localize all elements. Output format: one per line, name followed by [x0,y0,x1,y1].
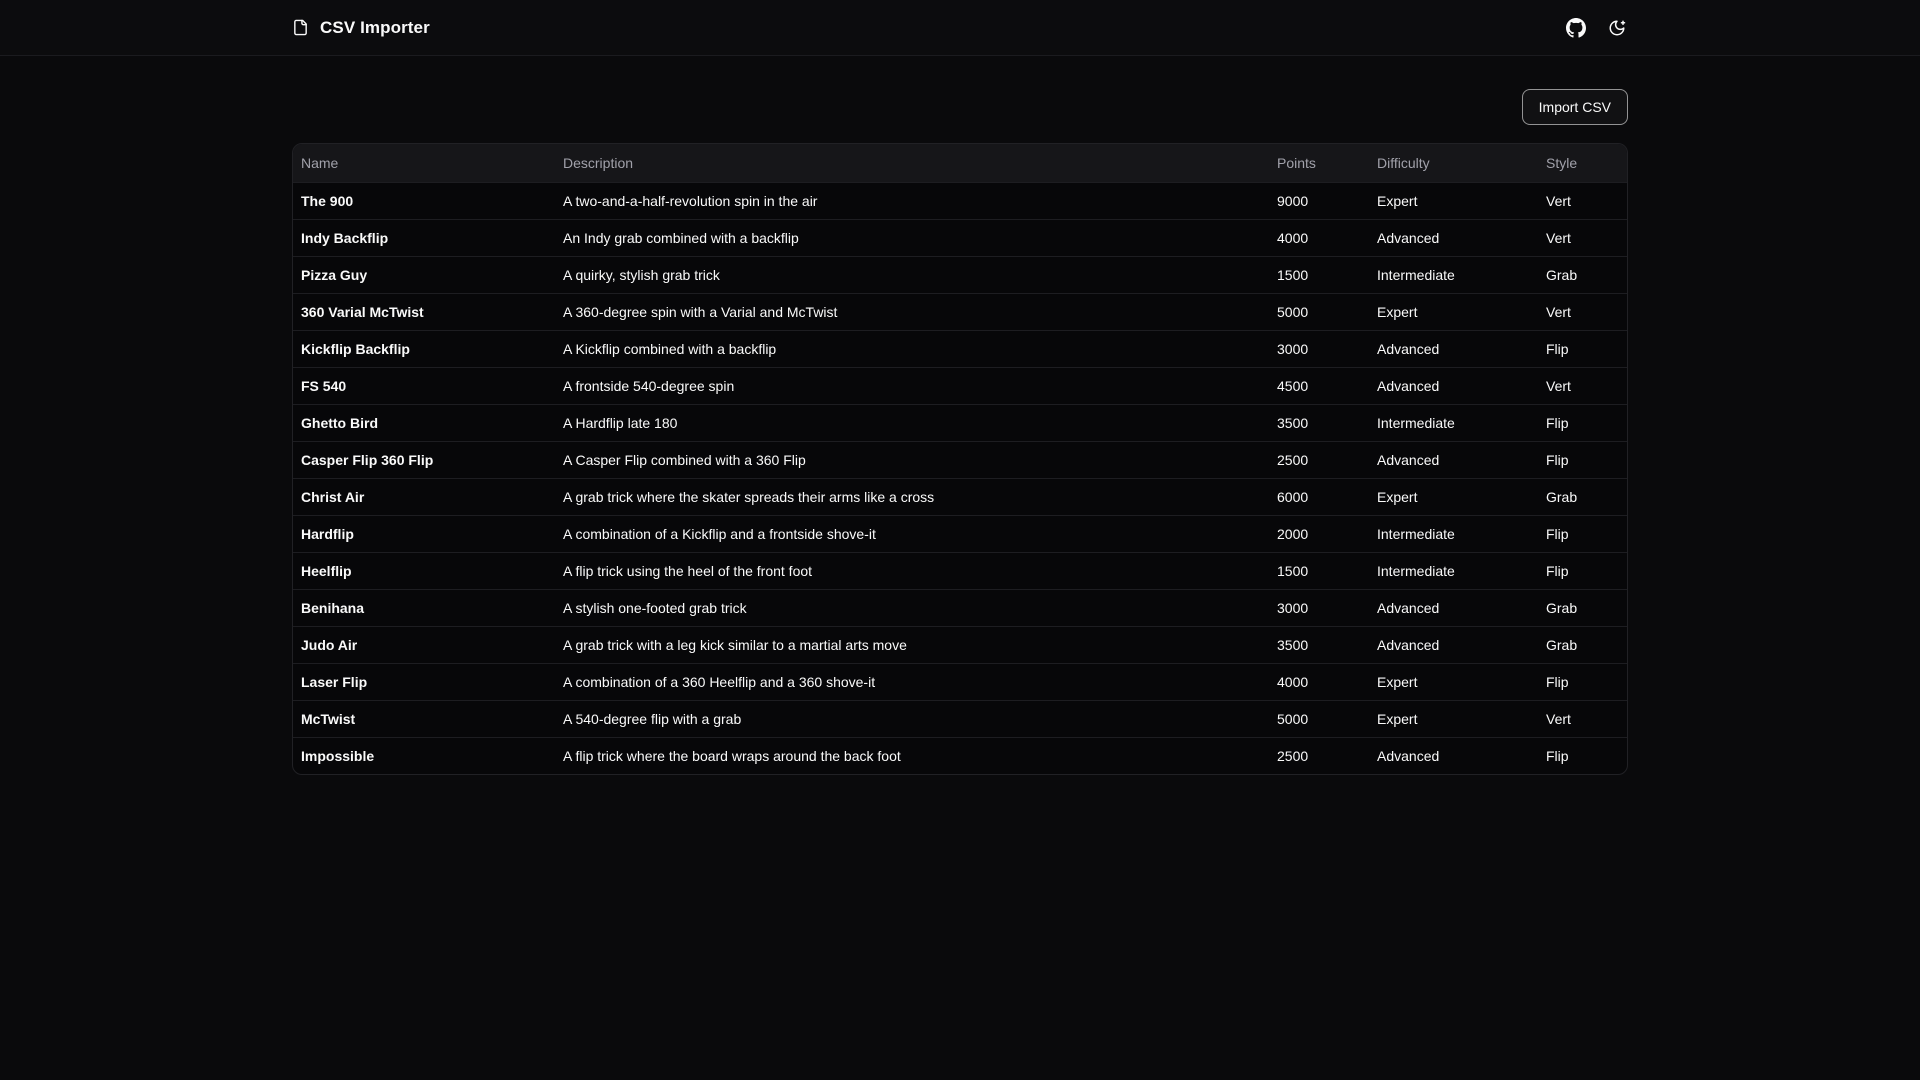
cell-description: A frontside 540-degree spin [555,367,1269,404]
cell-points: 4500 [1269,367,1369,404]
file-icon [292,19,309,36]
cell-points: 2500 [1269,441,1369,478]
cell-style: Vert [1538,182,1627,219]
table-row [293,367,1627,404]
cell-difficulty: Expert [1369,182,1538,219]
cell-name: Indy Backflip [293,219,555,256]
cell-difficulty: Advanced [1369,367,1538,404]
cell-points: 1500 [1269,552,1369,589]
cell-difficulty: Expert [1369,663,1538,700]
theme-toggle-button[interactable] [1606,17,1628,39]
cell-description: A two-and-a-half-revolution spin in the air [555,182,1269,219]
top-bar [0,0,1920,56]
table-row [293,626,1627,663]
table-row [293,700,1627,737]
brand [292,18,430,38]
table-row [293,293,1627,330]
cell-name: Impossible [293,737,555,774]
cell-description: A flip trick where the board wraps around the back foot [555,737,1269,774]
cell-difficulty: Intermediate [1369,552,1538,589]
main-content [292,89,1628,775]
github-link[interactable] [1564,16,1588,40]
cell-name: Ghetto Bird [293,404,555,441]
table-row [293,330,1627,367]
cell-points: 4000 [1269,219,1369,256]
cell-difficulty: Advanced [1369,441,1538,478]
cell-style: Flip [1538,552,1627,589]
cell-style: Vert [1538,219,1627,256]
cell-description: A flip trick using the heel of the front foot [555,552,1269,589]
cell-description: A 360-degree spin with a Varial and McTwist [555,293,1269,330]
cell-points: 9000 [1269,182,1369,219]
cell-name: Benihana [293,589,555,626]
cell-name: Pizza Guy [293,256,555,293]
cell-difficulty: Intermediate [1369,256,1538,293]
app-title: CSV Importer [320,17,430,37]
cell-difficulty: Advanced [1369,330,1538,367]
cell-description: A Casper Flip combined with a 360 Flip [555,441,1269,478]
cell-points: 3000 [1269,589,1369,626]
cell-style: Grab [1538,478,1627,515]
cell-description: A Hardflip late 180 [555,404,1269,441]
cell-name: Casper Flip 360 Flip [293,441,555,478]
cell-name: Hardflip [293,515,555,552]
cell-difficulty: Intermediate [1369,515,1538,552]
cell-description: A Kickflip combined with a backflip [555,330,1269,367]
tricks-table [292,143,1628,775]
cell-difficulty: Advanced [1369,626,1538,663]
table-row [293,404,1627,441]
column-header-name: Name [293,144,555,182]
cell-name: Laser Flip [293,663,555,700]
cell-difficulty: Expert [1369,700,1538,737]
column-header-style: Style [1538,144,1627,182]
cell-style: Grab [1538,626,1627,663]
cell-style: Flip [1538,404,1627,441]
import-csv-button[interactable]: Import CSV [1522,89,1628,125]
cell-points: 5000 [1269,293,1369,330]
cell-description: A quirky, stylish grab trick [555,256,1269,293]
column-header-description: Description [555,144,1269,182]
cell-name: Judo Air [293,626,555,663]
cell-points: 2500 [1269,737,1369,774]
top-bar-actions [1564,16,1628,40]
cell-style: Flip [1538,330,1627,367]
cell-points: 5000 [1269,700,1369,737]
table-row [293,552,1627,589]
table-row [293,441,1627,478]
cell-style: Flip [1538,441,1627,478]
cell-difficulty: Advanced [1369,219,1538,256]
table-row [293,737,1627,774]
cell-name: 360 Varial McTwist [293,293,555,330]
moon-star-icon [1608,19,1626,37]
cell-difficulty: Expert [1369,478,1538,515]
cell-description: A stylish one-footed grab trick [555,589,1269,626]
cell-style: Vert [1538,293,1627,330]
cell-style: Flip [1538,515,1627,552]
cell-description: An Indy grab combined with a backflip [555,219,1269,256]
cell-difficulty: Advanced [1369,737,1538,774]
cell-style: Vert [1538,700,1627,737]
cell-difficulty: Expert [1369,293,1538,330]
cell-difficulty: Intermediate [1369,404,1538,441]
cell-style: Flip [1538,663,1627,700]
table-row [293,478,1627,515]
table-row [293,515,1627,552]
table-row [293,663,1627,700]
cell-points: 1500 [1269,256,1369,293]
cell-name: The 900 [293,182,555,219]
table-row [293,182,1627,219]
cell-difficulty: Advanced [1369,589,1538,626]
toolbar [292,89,1628,125]
cell-style: Vert [1538,367,1627,404]
table-header [293,144,1627,182]
cell-points: 6000 [1269,478,1369,515]
cell-points: 2000 [1269,515,1369,552]
cell-name: Christ Air [293,478,555,515]
column-header-difficulty: Difficulty [1369,144,1538,182]
cell-style: Grab [1538,256,1627,293]
cell-name: McTwist [293,700,555,737]
tricks-table-body [293,182,1627,774]
cell-description: A combination of a Kickflip and a frontside shove-it [555,515,1269,552]
cell-name: Kickflip Backflip [293,330,555,367]
table-row [293,256,1627,293]
cell-style: Flip [1538,737,1627,774]
cell-points: 4000 [1269,663,1369,700]
table-row [293,589,1627,626]
cell-name: FS 540 [293,367,555,404]
github-icon [1566,18,1586,38]
cell-name: Heelflip [293,552,555,589]
cell-points: 3500 [1269,626,1369,663]
cell-description: A combination of a 360 Heelflip and a 360 shove-it [555,663,1269,700]
cell-points: 3500 [1269,404,1369,441]
cell-style: Grab [1538,589,1627,626]
cell-description: A 540-degree flip with a grab [555,700,1269,737]
cell-points: 3000 [1269,330,1369,367]
cell-description: A grab trick where the skater spreads their arms like a cross [555,478,1269,515]
cell-description: A grab trick with a leg kick similar to a martial arts move [555,626,1269,663]
table-row [293,219,1627,256]
column-header-points: Points [1269,144,1369,182]
